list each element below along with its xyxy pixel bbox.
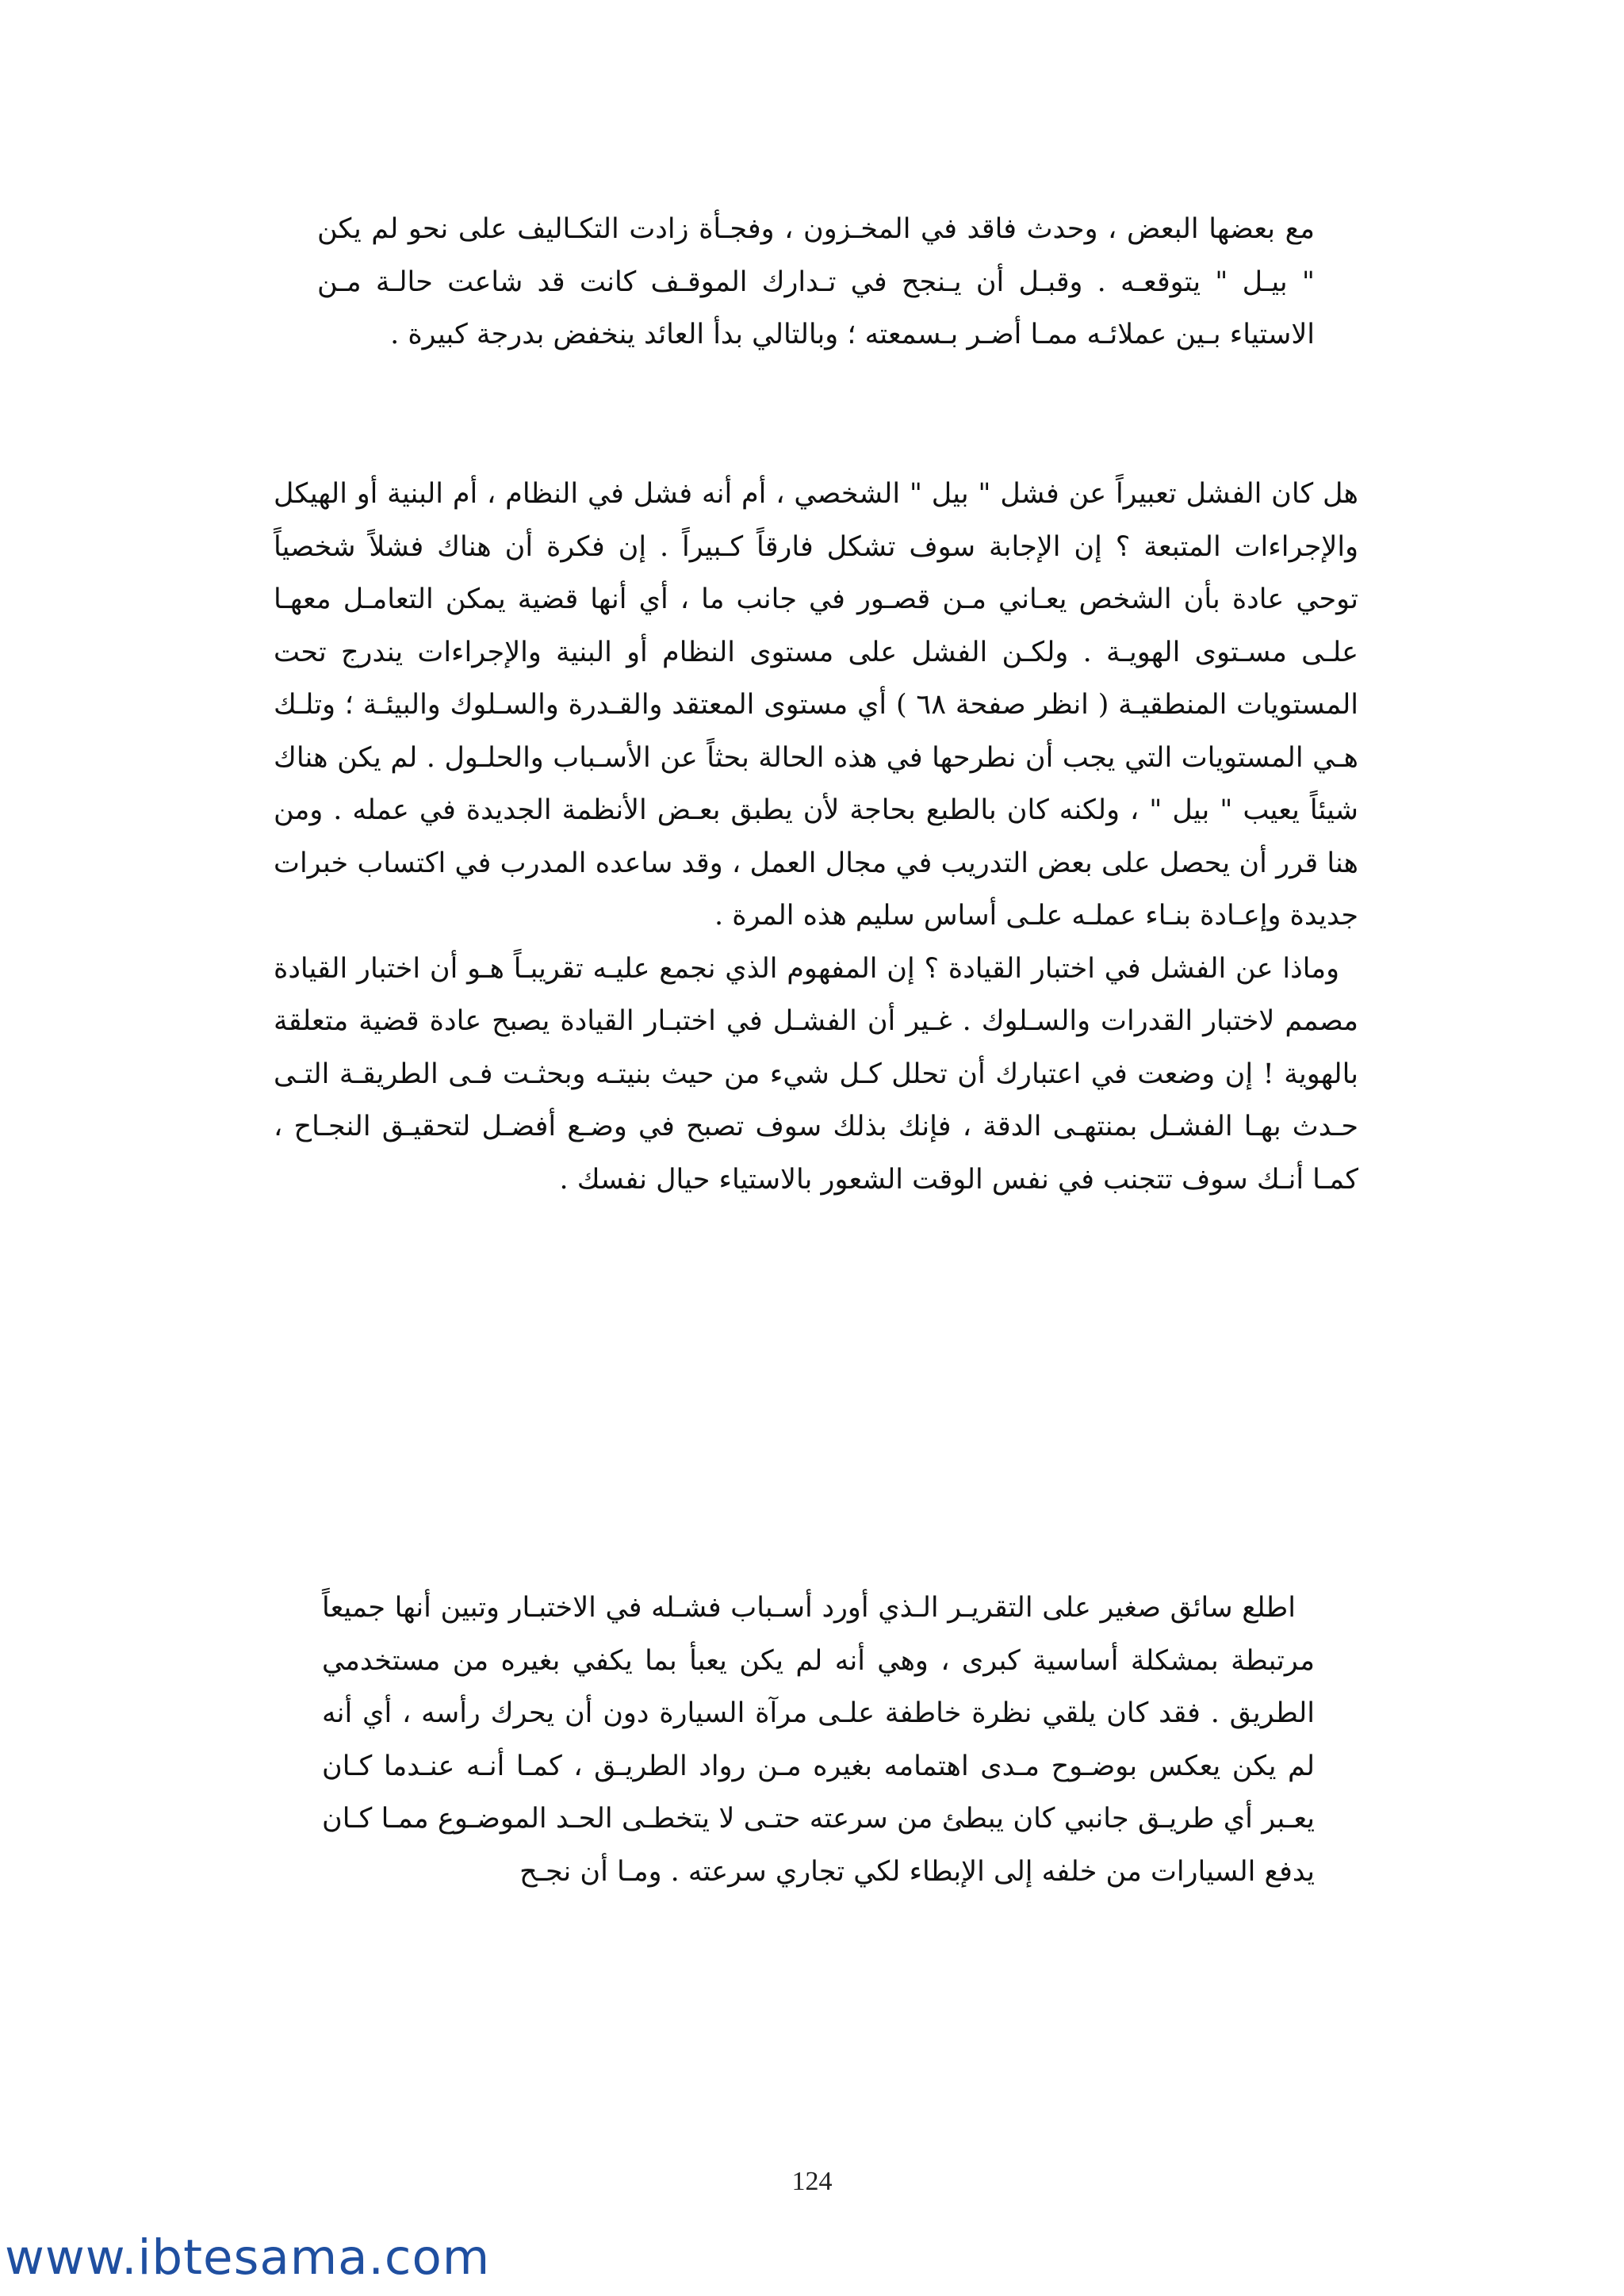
page-number: 124 [791, 2167, 833, 2196]
paragraph-continuation: مع بعضها البعض ، وحدث فاقد في المخـزون ، وفجـأة زادت التكـاليف على نحو لم يكن " بيـل " يتوقعـه . وقبـل أن يـنجح في تـدارك الموقـف كانت قد شاعت حالـة مـن الاستياء بـين عملائـه ممـا أضـر بـسمعته ؛ وبالتالي بدأ العائد ينخفض بدرجة كبيرة . [317, 213, 1315, 350]
paragraph-failure-analysis: هل كان الفشل تعبيراً عن فشل " بيل " الشخصي ، أم أنه فشل في النظام ، أم البنية أو الهيكل والإجراءات المتبعة ؟ إن الإجابة سوف تشكل فارقاً كـبيراً . إن فكرة أن هناك فشلاً شخصياً توحي عادة بأن الشخص يعـاني مـن قصـور في جانب ما ، أي أنها قضية يمكن التعامـل معهـا علـى مسـتوى الهويـة . ولكـن الفشل على مستوى النظام أو البنية والإجراءات يندرج تحت المستويات المنطقيـة ( انظر صفحة ٦٨ ) أي مستوى المعتقد والقـدرة والسـلوك والبيئـة ؛ وتلـك هـي المستويات التي يجب أن نطرحها في هذه الحالة بحثاً عن الأسـباب والحلـول . لم يكن هناك شيئاً يعيب " بيل " ، ولكنه كان بالطبع بحاجة لأن يطبق بعـض الأنظمة الجديدة في عمله . ومن هنا قرر أن يحصل على بعض التدريب في مجال العمل ، وقد ساعده المدرب في اكتساب خبرات جديدة وإعـادة بنـاء عملـه علـى أساس سليم هذه المرة . [274, 478, 1358, 932]
paragraph-example-driver: اطلع سائق صغير على التقريـر الـذي أورد أسـباب فشـله في الاختبـار وتبين أنها جميعاً مرتبطة بمشكلة أساسية كبرى ، وهي أنه لم يكن يعبأ بما يكفي بغيره من مستخدمي الطريق . فقد كان يلقي نظرة خاطفة علـى مرآة السيارة دون أن يحرك رأسه ، أي أنه لم يكن يعكس بوضـوح مـدى اهتمامه بغيره مـن رواد الطريـق ، كمـا أنـه عنـدما كـان يعـبر أي طريـق جانبي كان يبطئ من سرعته حتـى لا يتخطـى الحـد الموضـوع ممـا كـان يدفع السيارات من خلفه إلى الإبطاء لكي تجاري سرعته . ومـا أن نجـح [322, 1592, 1315, 1888]
paragraph-driving-test: وماذا عن الفشل في اختبار القيادة ؟ إن المفهوم الذي نجمع عليـه تقريبـاً هـو أن اختبار القيادة مصمم لاختبار القدرات والسـلوك . غـير أن الفشـل في اختبـار القيادة يصبح عادة قضية متعلقة بالهوية ! إن وضعت في اعتبارك أن تحلل كـل شيء من حيث بنيتـه وبحثـت فـى الطريقـة التـى حـدث بهـا الفشـل بمنتهـى الدقة ، فإنك بذلك سوف تصبح في وضـع أفضـل لتحقيـق النجـاح ، كمـا أنـك سوف تتجنب في نفس الوقت الشعور بالاستياء حيال نفسك . [274, 952, 1358, 1196]
watermark-url: www.ibtesama.com [5, 2229, 491, 2286]
body-text-section [274, 468, 1358, 1206]
